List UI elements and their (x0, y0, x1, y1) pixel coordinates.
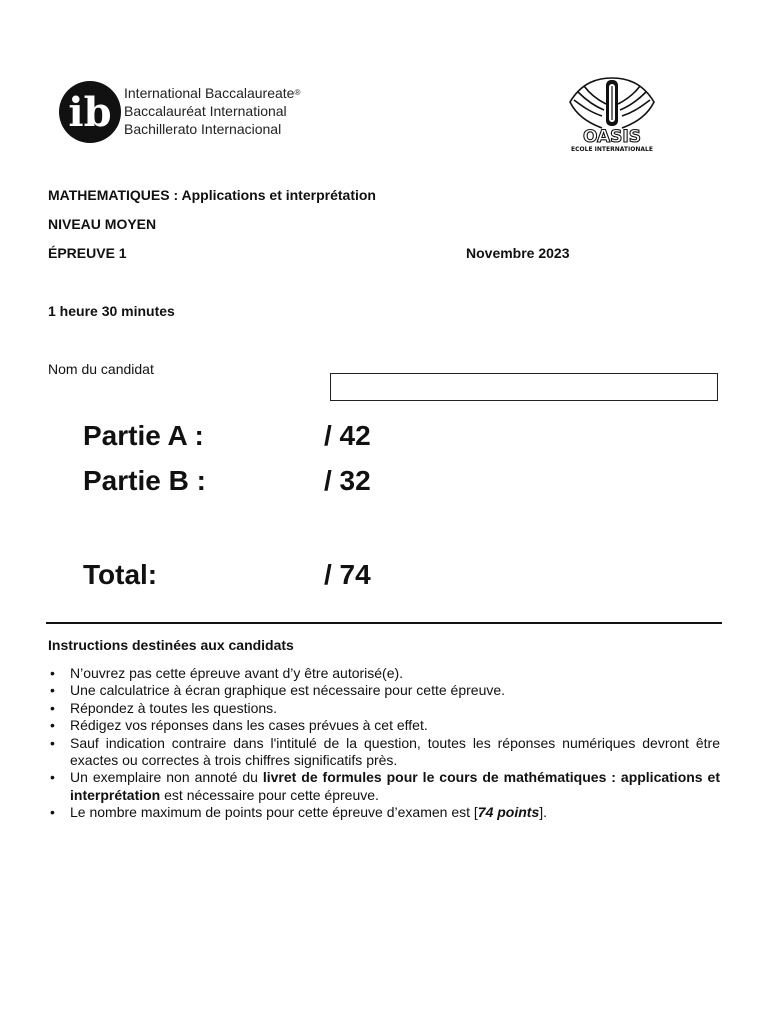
score-value-total: / 74 (324, 559, 371, 590)
ib-name-fr: Baccalauréat International (124, 103, 287, 119)
score-value-part-a: / 42 (324, 420, 371, 451)
svg-text:OASIS: OASIS (583, 127, 641, 147)
ib-organization-names (124, 84, 300, 138)
svg-text:ib: ib (68, 89, 112, 136)
list-item: • Une calculatrice à écran graphique est nécessaire pour cette épreuve. (48, 682, 720, 699)
formula-booklet-title: livret de formules pour le cours de mathématiques : applications et interprétation (70, 769, 720, 803)
oasis-logo (562, 72, 662, 154)
section-divider (46, 622, 722, 624)
exam-paper: ÉPREUVE 1 (48, 245, 127, 261)
list-item: • Le nombre maximum de points pour cette épreuve d’examen est [74 points]. (48, 804, 720, 821)
score-value-part-b: / 32 (324, 465, 371, 496)
candidate-name-box[interactable] (330, 373, 718, 401)
list-item: • Répondez à toutes les questions. (48, 700, 720, 717)
candidate-name-label: Nom du candidat (48, 361, 154, 377)
instructions-title: Instructions destinées aux candidats (48, 637, 294, 653)
max-points: 74 points (477, 804, 540, 821)
exam-duration: 1 heure 30 minutes (48, 303, 175, 319)
list-item: • Sauf indication contraire dans l'intitulé de la question, toutes les réponses numériques devront être exactes ou correctes à trois chiffres significatifs près. (48, 735, 720, 770)
score-label-part-a: Partie A : (83, 420, 204, 451)
list-item: • N’ouvrez pas cette épreuve avant d’y être autorisé(e). (48, 665, 720, 682)
instructions-list (48, 665, 720, 822)
ib-logo (56, 80, 126, 144)
svg-text:ECOLE INTERNATIONALE: ECOLE INTERNATIONALE (571, 146, 653, 153)
ib-name-en: International Baccalaureate® (124, 85, 301, 101)
score-label-total: Total: (83, 559, 158, 590)
ib-name-es: Bachillerato Internacional (124, 121, 282, 137)
list-item: • Rédigez vos réponses dans les cases prévues à cet effet. (48, 717, 720, 734)
score-label-part-b: Partie B : (83, 465, 206, 496)
exam-level: NIVEAU MOYEN (48, 216, 157, 232)
list-item: • Un exemplaire non annoté du livret de formules pour le cours de mathématiques : applications et interprétation est nécessaire pour cette épreuve. (48, 769, 720, 804)
exam-subject: MATHEMATIQUES : Applications et interprétation (48, 187, 376, 203)
exam-session: Novembre 2023 (466, 245, 570, 261)
